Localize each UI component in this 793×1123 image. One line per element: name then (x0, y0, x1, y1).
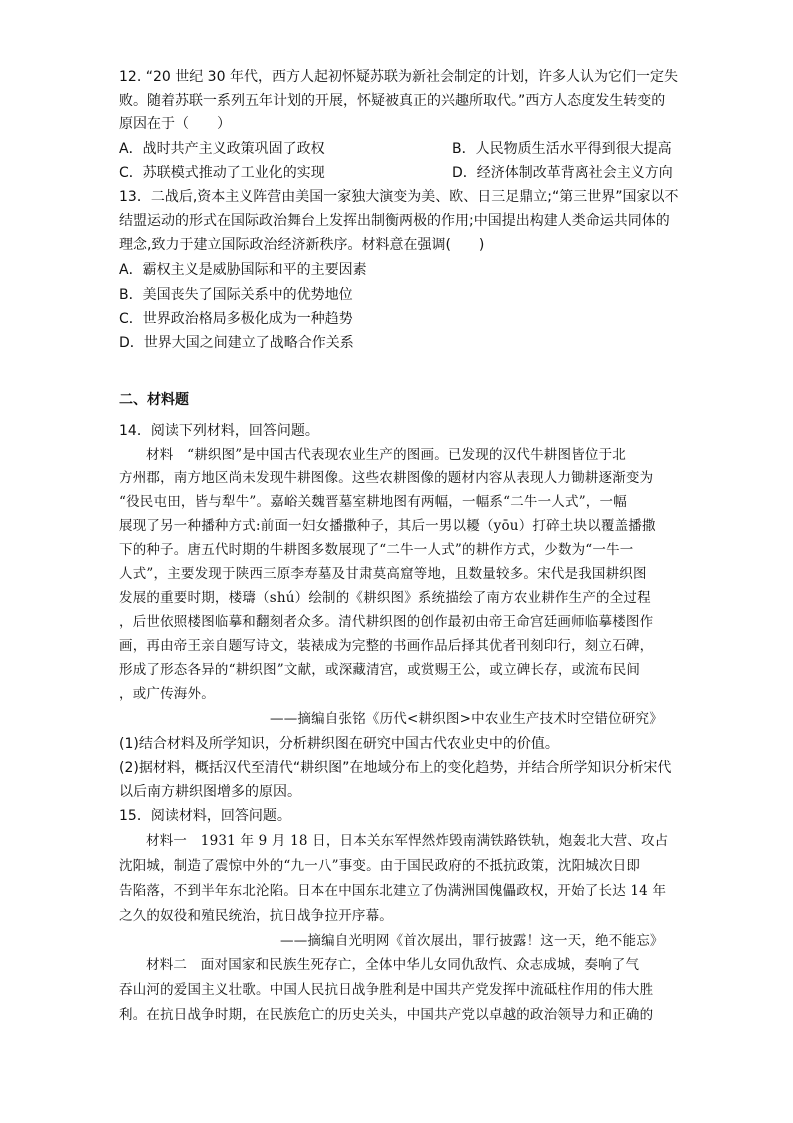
q15-material1-line-2: 沈阳城，制造了震惊中外的“九一八”事变。由于国民政府的不抵抗政策，沈阳城次日即 (119, 858, 641, 874)
q12-stem-line-3: 原因在于（ ） (119, 116, 231, 132)
q15-source-1: ——摘编自光明网《首次展出，罪行披露！这一天，绝不能忘》 (280, 933, 664, 949)
q15-material2-line-3: 利。在抗日战争时期，在民族危亡的历史关头，中国共产党以卓越的政治领导力和正确的 (119, 1007, 654, 1023)
q13-stem-line-2: 结盟运动的形式在国际政治舞台上发挥出制衡两极的作用;中国提出构建人类命运共同体的 (119, 213, 670, 229)
q14-subquestion-2-line-2: 以后南方耕织图增多的原因。 (119, 784, 301, 800)
q14-subquestion-1: (1)结合材料及所学知识，分析耕织图在研究中国古代农业史中的价值。 (119, 736, 559, 752)
q13-stem-line-1: 13．二战后,资本主义阵营由美国一家独大演变为美、欧、日三足鼎立;“第三世界”国家以不 (119, 189, 679, 205)
q13-stem-line-3: 理念,致力于建立国际政治经济新秩序。材料意在强调( ) (119, 237, 485, 253)
q14-material-line-7: 发展的重要时期，楼璹（shú）绘制的《耕织图》系统描绘了南方农业耕作生产的全过程 (119, 590, 651, 606)
q12-stem-line-1: 12. “20 世纪 30 年代，西方人起初怀疑苏联为新社会制定的计划，许多人认为它们一定失 (119, 69, 678, 85)
q14-material-line-9: 画，再由帝王亲自题写诗文，装裱成为完整的书画作品后择其优者刊刻印行，刻立石碑， (119, 638, 654, 654)
q13-option-c: C．世界政治格局多极化成为一种趋势 (119, 311, 353, 327)
q14-subquestion-2-line-1: (2)据材料，概括汉代至清代“耕织图”在地域分布上的变化趋势，并结合所学知识分析宋代 (119, 760, 672, 776)
q14-material-line-10: 形成了形态各异的“耕织图”文献，或深藏清宫，或赏赐王公，或立碑长存，或流布民间 (119, 662, 641, 678)
q14-material-line-3: “役民屯田，皆与犁牛”。嘉峪关魏晋墓室耕地图有两幅，一幅系“二牛一人式”，一幅 (119, 494, 627, 510)
q12-option-c: C．苏联模式推动了工业化的实现 (119, 165, 325, 181)
q12-option-a: A．战时共产主义政策巩固了政权 (119, 141, 325, 157)
q13-option-a: A．霸权主义是威胁国际和平的主要因素 (119, 262, 367, 278)
q12-option-d: D．经济体制改革背离社会主义方向 (452, 165, 673, 181)
q14-source: ——摘编自张铭《历代<耕织图>中农业生产技术时空错位研究》 (270, 711, 663, 727)
q14-material-line-5: 下的种子。唐五代时期的牛耕图多数展现了“二牛一人式”的耕作方式，少数为“一牛一 (119, 542, 634, 558)
q14-material-line-11: ，或广传海外。 (119, 686, 215, 702)
section-title: 二、材料题 (119, 392, 189, 408)
q15-material1-line-4: 之久的奴役和殖民统治，抗日战争拉开序幕。 (119, 908, 393, 924)
q14-material-line-8: ，后世依照楼图临摹和翻刻者众多。清代耕织图的创作最初由帝王命宫廷画师临摹楼图作 (119, 614, 654, 630)
q14-material-line-6: 人式”，主要发现于陕西三原李寿墓及甘肃莫高窟等地，且数量较多。宋代是我国耕织图 (119, 566, 647, 582)
q15-intro: 15．阅读材料，回答问题。 (119, 808, 291, 824)
q14-material-line-1: 材料 “耕织图”是中国古代表现农业生产的图画。已发现的汉代牛耕图皆位于北 (146, 447, 627, 463)
q15-material1-line-1: 材料一 1931 年 9 月 18 日，日本关东军悍然炸毁南满铁路铁轨，炮轰北大营、攻占 (146, 833, 669, 849)
q14-intro: 14．阅读下列材料，回答问题。 (119, 423, 319, 439)
q15-material2-line-1: 材料二 面对国家和民族生死存亡，全体中华儿女同仇敌忾、众志成城，奏响了气 (146, 957, 640, 973)
q15-material2-line-2: 吞山河的爱国主义壮歌。中国人民抗日战争胜利是中国共产党发挥中流砥柱作用的伟大胜 (119, 982, 654, 998)
q14-material-line-2: 方州郡，南方地区尚未发现牛耕图像。这些农耕图像的题材内容从表现人力锄耕逐渐变为 (119, 470, 654, 486)
q12-stem-line-2: 败。随着苏联一系列五年计划的开展，怀疑被真正的兴趣所取代。”西方人态度发生转变的 (119, 93, 666, 109)
q14-material-line-4: 展现了另一种播种方式:前面一妇女播撒种子，其后一男以耰（yōu）打碎土块以覆盖播撒 (119, 518, 656, 534)
q12-option-b: B．人民物质生活水平得到很大提高 (452, 141, 672, 157)
q13-option-d: D．世界大国之间建立了战略合作关系 (119, 335, 354, 351)
q13-option-b: B．美国丧失了国际关系中的优势地位 (119, 287, 353, 303)
q15-material1-line-3: 告陷落，不到半年东北沦陷。日本在中国东北建立了伪满洲国傀儡政权，开始了长达 14 年 (119, 883, 667, 899)
